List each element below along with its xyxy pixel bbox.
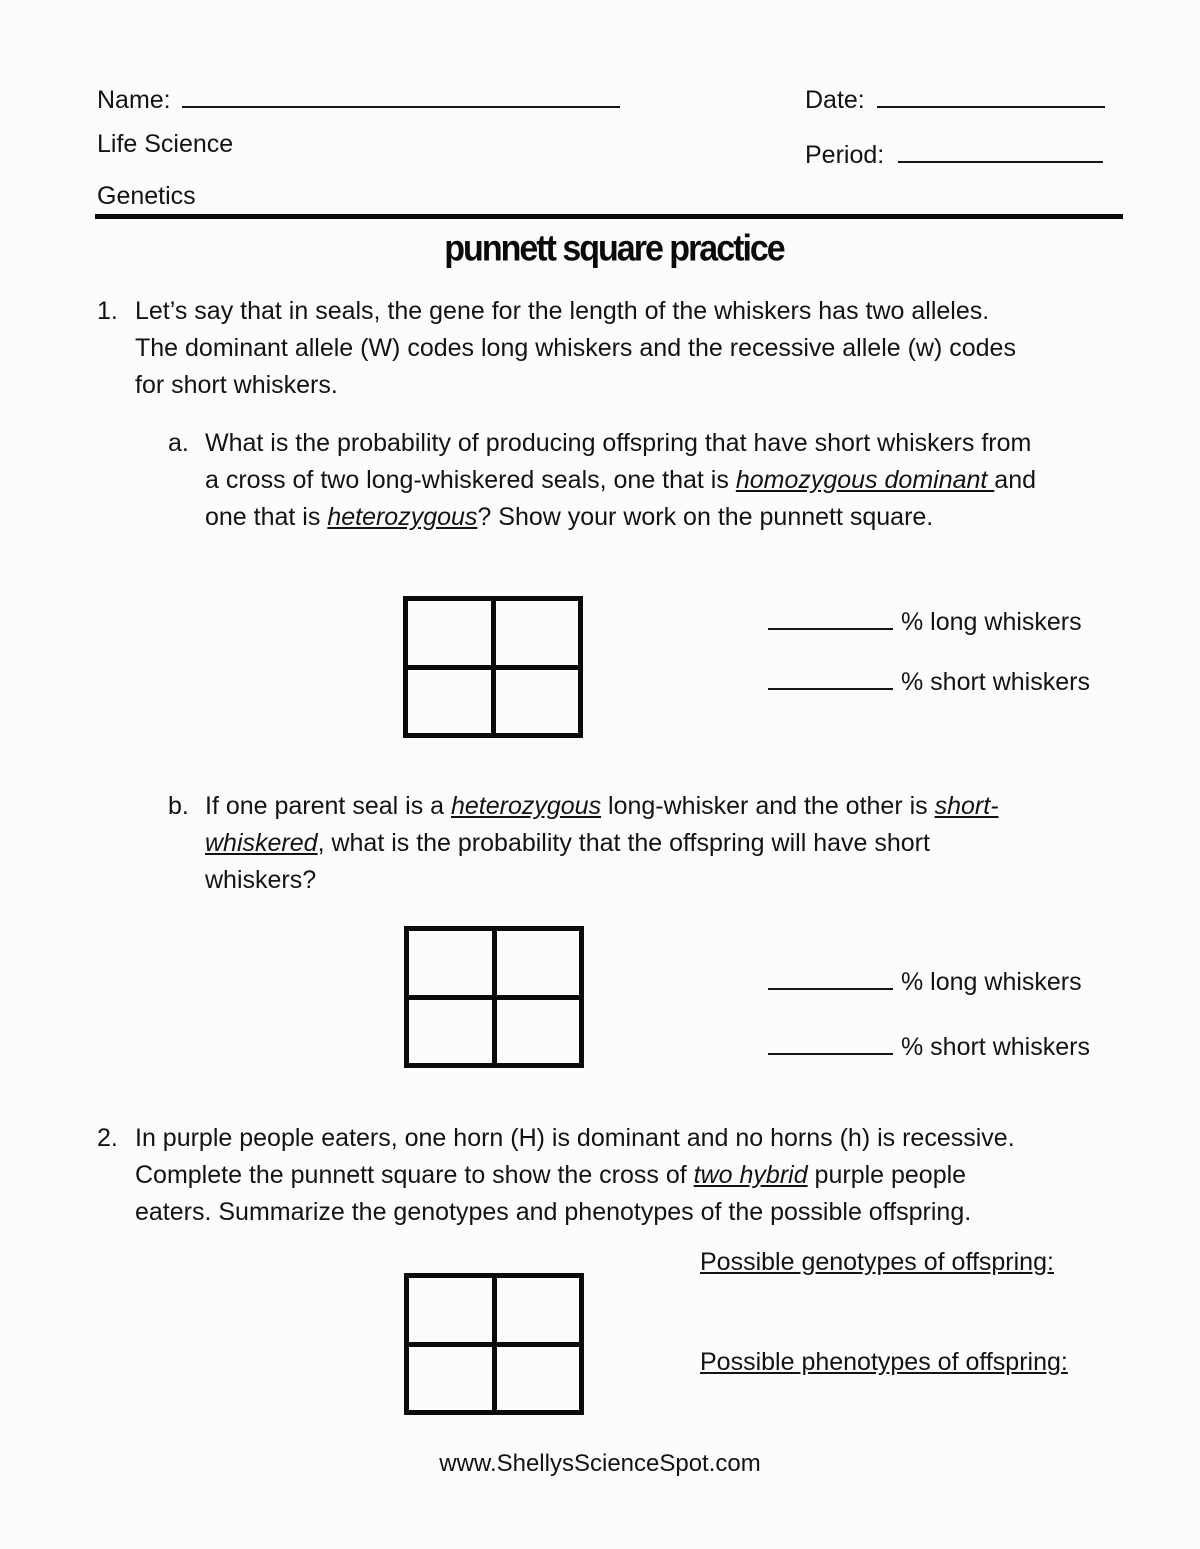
question-1-number: 1. — [97, 297, 118, 325]
text-run: and — [994, 466, 1037, 494]
punnett-cell[interactable] — [409, 1000, 492, 1064]
question-1a-label: a. — [168, 429, 189, 457]
answer-row-1b-long — [768, 964, 1082, 997]
question-1b-text — [205, 788, 999, 899]
question-2-line — [135, 1194, 1015, 1231]
date-blank[interactable] — [877, 82, 1105, 108]
punnett-square-2 — [404, 1273, 584, 1415]
question-2-line — [135, 1157, 1015, 1194]
text-run: Complete the punnett square to show the cross of — [135, 1161, 694, 1189]
question-1a-line — [205, 425, 1036, 462]
punnett-cell[interactable] — [409, 1278, 492, 1342]
emphasized-term: whiskered — [205, 829, 318, 857]
long-whiskers-label: % long whiskers — [901, 608, 1082, 636]
name-label: Name: — [97, 86, 171, 114]
question-1 — [97, 293, 1016, 404]
text-run: ? Show your work on the punnett square. — [477, 503, 934, 531]
question-1-line — [135, 330, 1016, 367]
text-run: a cross of two long-whiskered seals, one that is — [205, 466, 736, 494]
punnett-cell[interactable] — [408, 601, 491, 665]
answer-row-1a-long — [768, 604, 1082, 637]
percent-blank-short-whiskers[interactable] — [768, 1029, 893, 1055]
question-1a-text — [205, 425, 1036, 536]
long-whiskers-label: % long whiskers — [901, 968, 1082, 996]
question-2 — [97, 1120, 1015, 1231]
text-run: If one parent seal is a — [205, 792, 451, 820]
answer-row-1b-short — [768, 1029, 1090, 1062]
question-1b-line — [205, 825, 999, 862]
question-1a-line — [205, 462, 1036, 499]
question-1-line — [135, 367, 1016, 404]
question-1b — [168, 788, 999, 899]
question-1-text — [135, 293, 1016, 404]
percent-blank-short-whiskers[interactable] — [768, 664, 893, 690]
text-run: , what is the probability that the offspring will have short — [317, 829, 930, 857]
percent-blank-long-whiskers[interactable] — [768, 964, 893, 990]
website-footer: www.ShellysScienceSpot.com — [439, 1450, 761, 1477]
name-row — [97, 82, 620, 115]
text-run: In purple people eaters, one horn (H) is dominant and no horns (h) is recessive. — [135, 1124, 1015, 1152]
text-run: The dominant allele (W) codes long whiskers and the recessive allele (w) codes — [135, 334, 1016, 362]
period-label: Period: — [805, 141, 885, 169]
punnett-cell[interactable] — [497, 1347, 580, 1411]
emphasized-term: heterozygous — [327, 503, 478, 531]
genotypes-label: Possible genotypes of offspring: — [700, 1248, 1054, 1276]
question-2-number: 2. — [97, 1124, 118, 1152]
text-run: Let’s say that in seals, the gene for the length of the whiskers has two alleles. — [135, 297, 990, 325]
short-whiskers-label: % short whiskers — [901, 668, 1090, 696]
date-row — [805, 82, 1105, 115]
question-1a-line — [205, 499, 1036, 536]
punnett-square-1b — [404, 926, 584, 1068]
text-run: What is the probability of producing offspring that have short whiskers from — [205, 429, 1032, 457]
period-row — [805, 137, 1103, 170]
text-run: one that is — [205, 503, 328, 531]
name-blank[interactable] — [182, 82, 620, 108]
question-1b-line — [205, 788, 999, 825]
text-run: for short whiskers. — [135, 371, 338, 399]
answer-row-1a-short — [768, 664, 1090, 697]
punnett-cell[interactable] — [497, 931, 580, 995]
text-run: purple people — [807, 1161, 967, 1189]
date-label: Date: — [805, 86, 865, 114]
course-label: Life Science — [97, 130, 234, 158]
header-divider — [95, 214, 1123, 219]
period-blank[interactable] — [898, 137, 1103, 163]
short-whiskers-label: % short whiskers — [901, 1033, 1090, 1061]
phenotypes-label: Possible phenotypes of offspring: — [700, 1348, 1068, 1376]
punnett-cell[interactable] — [496, 670, 579, 734]
punnett-cell[interactable] — [409, 1347, 492, 1411]
emphasized-term: homozygous dominant — [735, 466, 995, 494]
question-2-text — [135, 1120, 1015, 1231]
question-1a — [168, 425, 1036, 536]
punnett-cell[interactable] — [496, 601, 579, 665]
page-title: punnett square practice — [444, 228, 784, 270]
percent-blank-long-whiskers[interactable] — [768, 604, 893, 630]
question-1b-label: b. — [168, 792, 189, 820]
question-1b-line — [205, 862, 999, 899]
punnett-square-1a — [403, 596, 583, 738]
text-run: eaters. Summarize the genotypes and phenotypes of the possible offspring. — [135, 1198, 972, 1226]
punnett-cell[interactable] — [497, 1278, 580, 1342]
question-1-line — [135, 293, 1016, 330]
punnett-cell[interactable] — [408, 670, 491, 734]
text-run: whiskers? — [205, 866, 317, 894]
text-run: long-whisker and the other is — [601, 792, 935, 820]
unit-label: Genetics — [97, 182, 196, 210]
punnett-cell[interactable] — [497, 1000, 580, 1064]
emphasized-term: two hybrid — [693, 1161, 808, 1189]
question-2-line — [135, 1120, 1015, 1157]
emphasized-term: heterozygous — [450, 792, 602, 820]
emphasized-term: short- — [934, 792, 999, 820]
punnett-cell[interactable] — [409, 931, 492, 995]
